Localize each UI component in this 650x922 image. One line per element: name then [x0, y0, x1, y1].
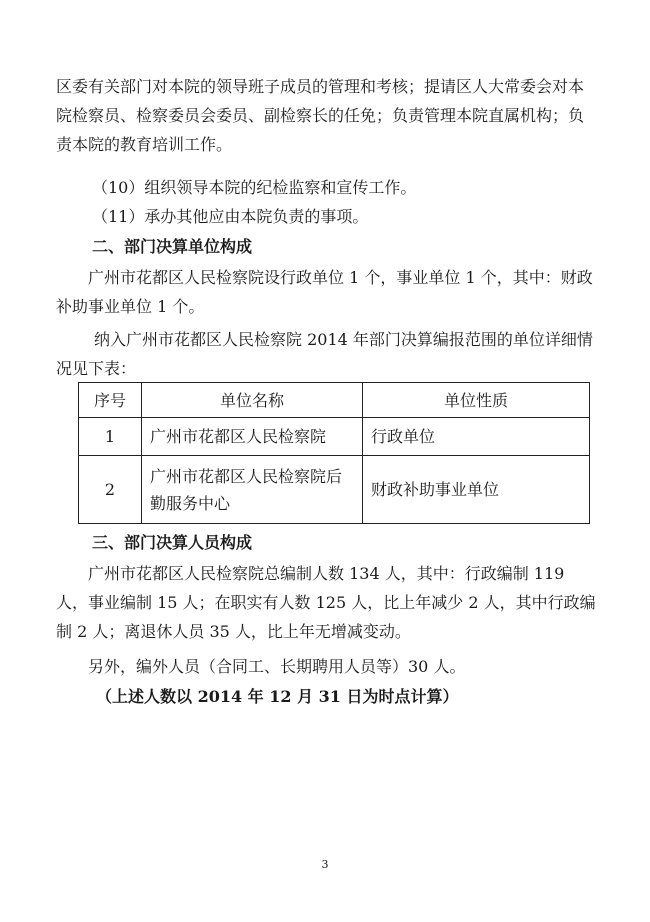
table-cell: 2 [79, 456, 142, 524]
table-cell: 广州市花都区人民检察院 [142, 418, 363, 456]
page-number: 3 [321, 858, 329, 871]
staff-count-note: （上述人数以 2014 年 12 月 31 日为时点计算） [96, 687, 459, 706]
table-header-cell: 序号 [79, 383, 142, 418]
paragraph-item-11: （11）承办其他应由本院负责的事项。 [92, 207, 369, 226]
table-header-cell: 单位性质 [363, 383, 590, 418]
paragraph-staff-composition: 广州市花都区人民检察院总编制人数 134 人，其中：行政编制 119 人，事业编制 15 人；在职实有人数 125 人，比上年减少 2 人，其中行政编制 2 人；离退休人员 35 人，比上年无增减变动。 [56, 564, 596, 641]
table-cell: 行政单位 [363, 418, 590, 456]
table-cell: 1 [79, 418, 142, 456]
table-header-cell: 单位名称 [142, 383, 363, 418]
paragraph-unit-composition: 广州市花都区人民检察院设行政单位 1 个，事业单位 1 个，其中：财政补助事业单位 1 个。 [56, 268, 593, 316]
table-cell: 广州市花都区人民检察院后勤服务中心 [142, 456, 363, 524]
section-heading-3: 三、部门决算人员构成 [92, 533, 253, 552]
paragraph-leadership-duties: 区委有关部门对本院的领导班子成员的管理和考核；提请区人大常委会对本院检察员、检察委员会委员、副检察长的任免；负责管理本院直属机构；负责本院的教育培训工作。 [56, 77, 585, 154]
table-header-row [79, 383, 590, 418]
unit-table [78, 382, 590, 524]
paragraph-table-intro: 纳入广州市花都区人民检察院 2014 年部门决算编报范围的单位详细情况见下表： [56, 330, 593, 378]
paragraph-item-10: （10）组织领导本院的纪检监察和宣传工作。 [92, 178, 417, 197]
section-heading-2: 二、部门决算单位构成 [92, 237, 253, 256]
table-row [79, 456, 590, 524]
paragraph-contract-staff: 另外，编外人员（合同工、长期聘用人员等）30 人。 [88, 657, 466, 676]
table-row [79, 418, 590, 456]
table-cell: 财政补助事业单位 [363, 456, 590, 524]
